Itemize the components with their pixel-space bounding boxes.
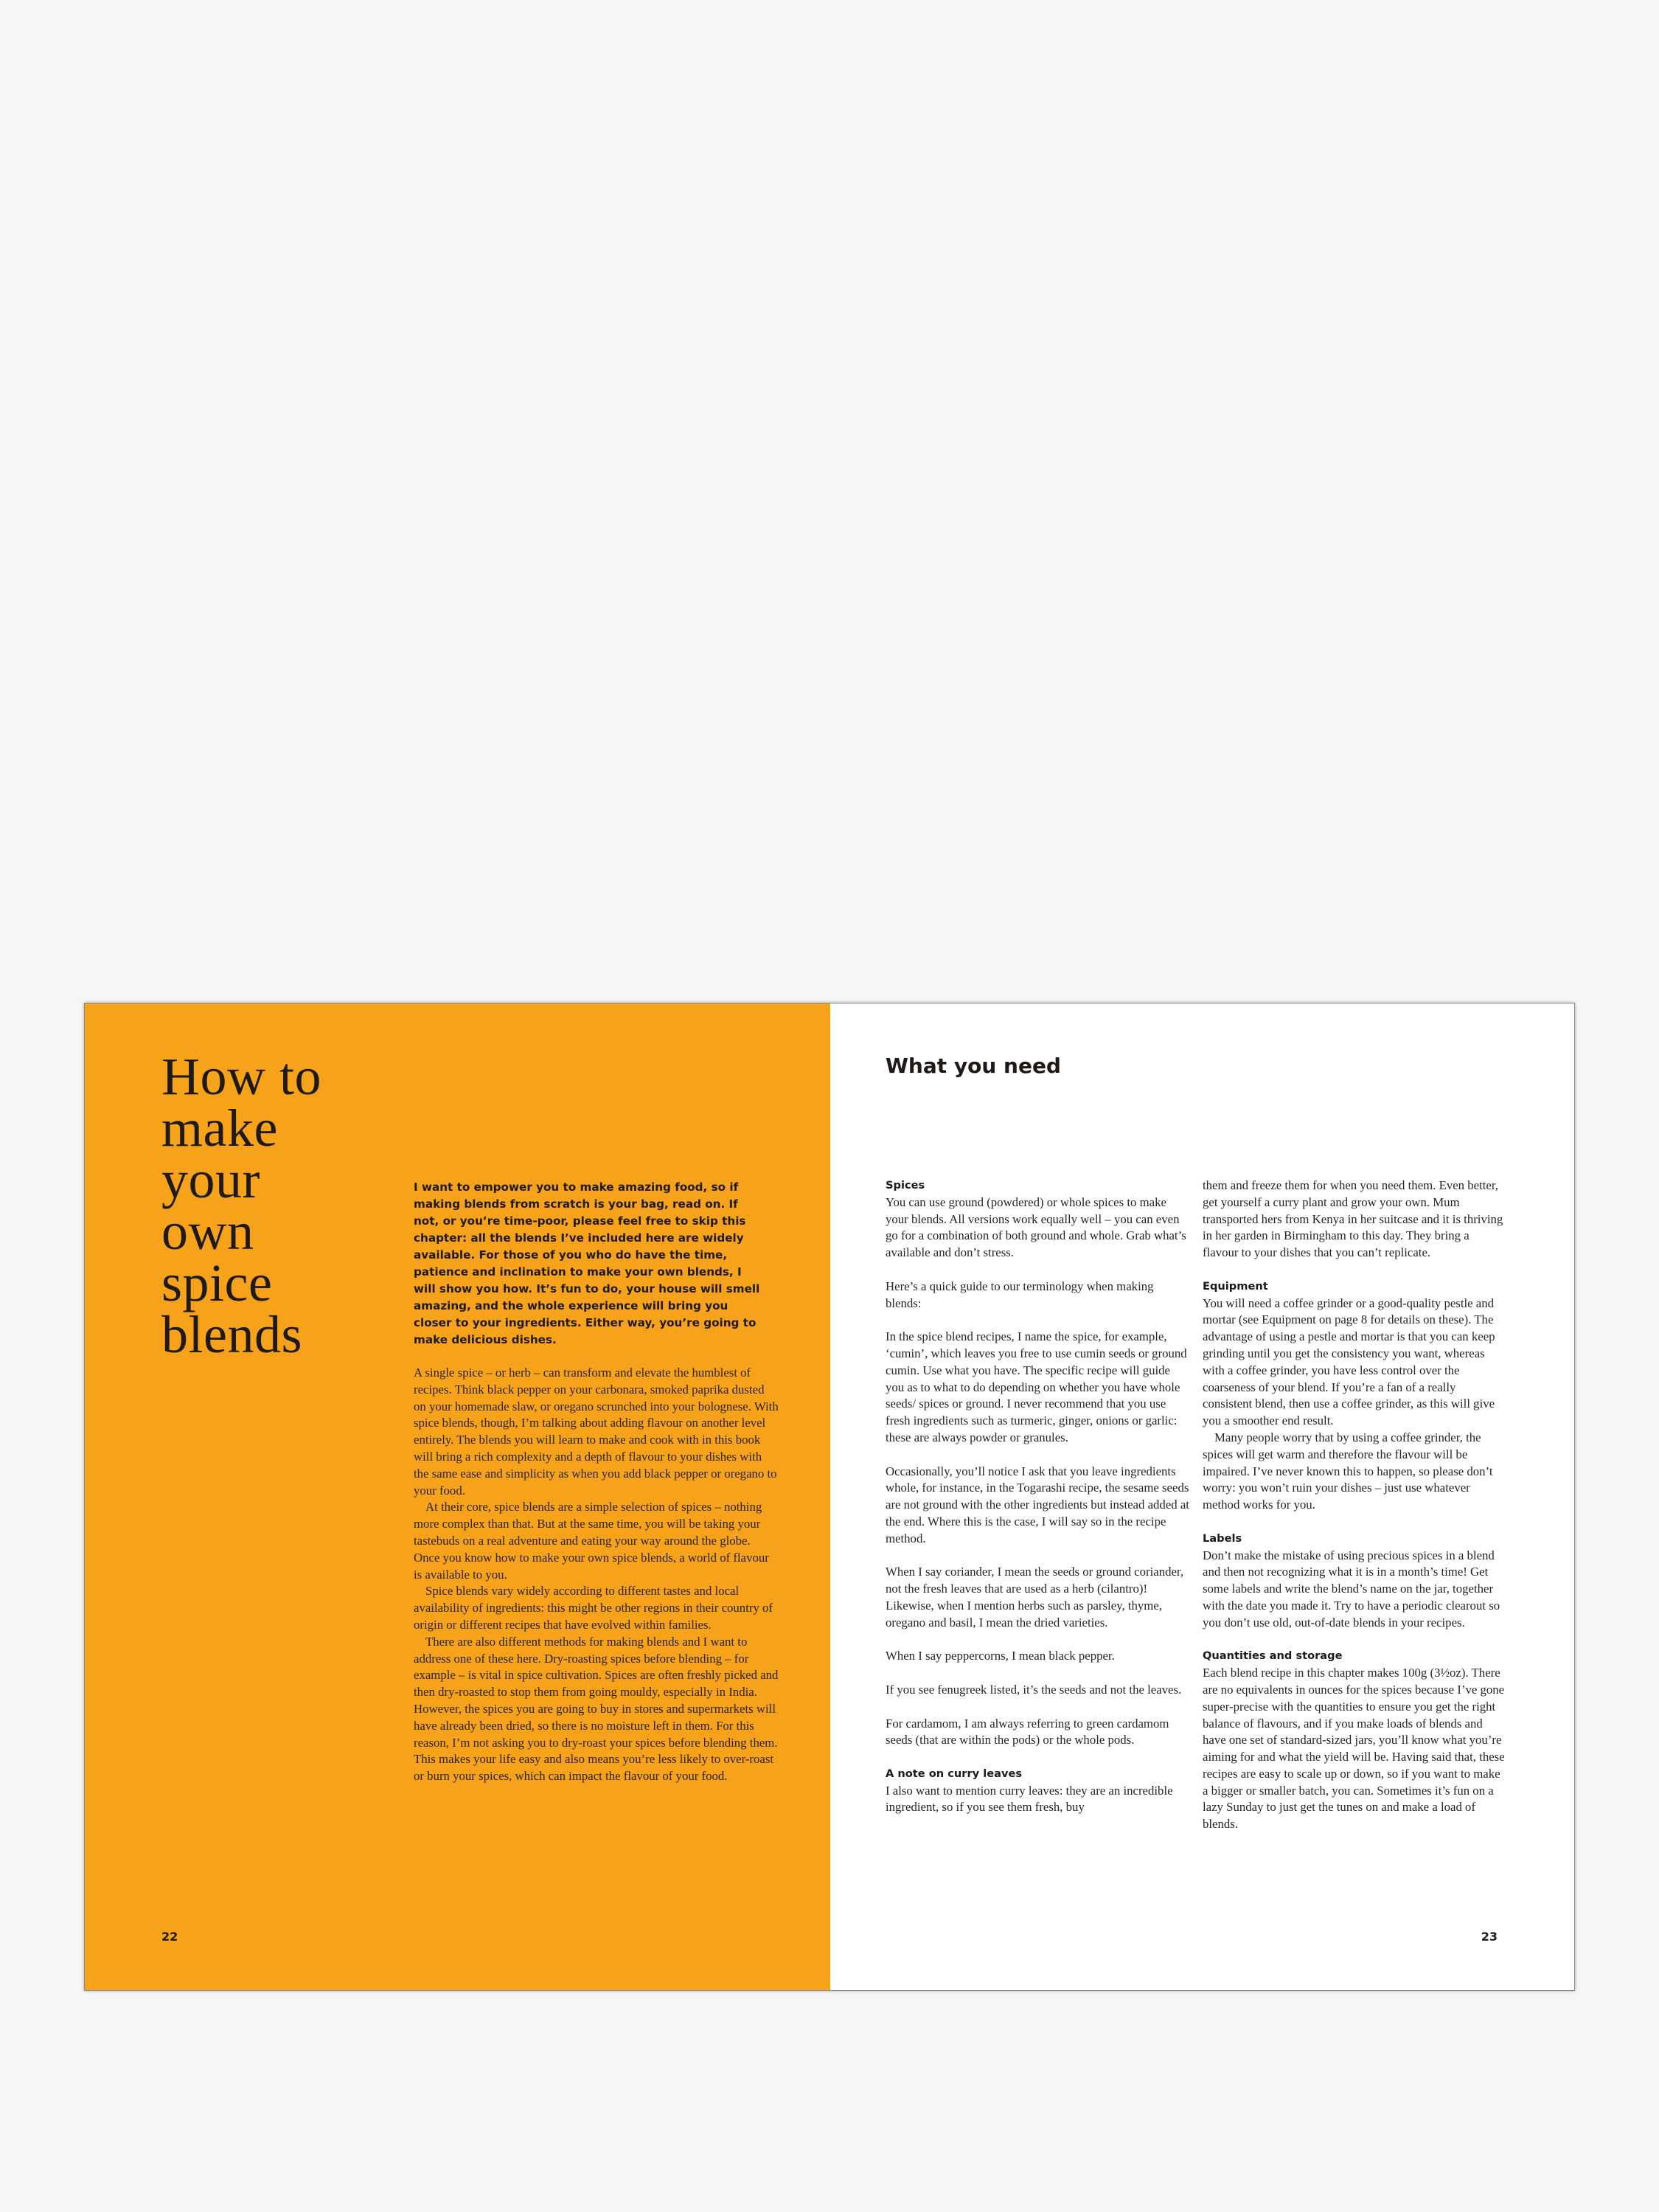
subheading-labels: Labels	[1203, 1531, 1242, 1545]
title-line: own	[161, 1202, 254, 1261]
labels-paragraph: Don’t make the mistake of using precious spices in a blend and then not recognizing what it is in a month’s time! Get some labels and write the blend’s name on the jar, together with the date you made it. Try to have a periodic clearout so you don’t use old, out-of-date blends in your recipes.	[1203, 1548, 1500, 1630]
subheading-curry-leaves: A note on curry leaves	[886, 1767, 1023, 1780]
spices-paragraph: For cardamom, I am always referring to green cardamom seeds (that are within the pods) or the whole pods.	[886, 1716, 1169, 1747]
body-paragraph: Spice blends vary widely according to different tastes and local availability of ingredients: this might be other regions in their country of origin or different recipes that have evolved within families.	[414, 1584, 773, 1632]
right-column-2	[1203, 1178, 1506, 1833]
spices-paragraph: In the spice blend recipes, I name the spice, for example, ‘cumin’, which leaves you free to use cumin seeds or ground cumin. Use what you have. The specific recipe will guide you as to what to do depending on whether you have whole seeds/ spices or ground. I never recommend that you use fresh ingredients such as turmeric, ginger, onions or garlic: these are always powder or granules.	[886, 1329, 1187, 1444]
spices-paragraph: You can use ground (powdered) or whole spices to make your blends. All versions work equally well – you can even go for a combination of both ground and whole. Grab what’s available and don’t stress.	[886, 1194, 1186, 1260]
subsection	[1203, 1279, 1506, 1430]
spices-paragraph: When I say coriander, I mean the seeds or ground coriander, not the fresh leaves that are used as a herb (cilantro)! Likewise, when I mention herbs such as parsley, thyme, oregano and basil, I mean the dried varieties.	[886, 1565, 1184, 1630]
subsection	[886, 1766, 1189, 1816]
spices-paragraph: Here’s a quick guide to our terminology when making blends:	[886, 1279, 1154, 1310]
section-title: What you need	[886, 1054, 1061, 1078]
left-body-text	[414, 1365, 779, 1785]
right-page	[830, 1004, 1574, 1990]
left-page	[85, 1004, 830, 1990]
page-number-left: 22	[161, 1930, 178, 1944]
chapter-title	[161, 1047, 383, 1364]
intro-paragraph: I want to empower you to make amazing food, so if making blends from scratch is your bag, read on. If not, or you’re time-poor, please feel free to skip this chapter: all the blends I’ve included here are widely available. For those of you who do have the time, patience and inclination to make your own blends, I will show you how. It’s fun to do, your house will smell amazing, and the whole experience will bring you closer to your ingredients. Either way, you’re going to make delicious dishes.	[414, 1180, 760, 1346]
body-paragraph: At their core, spice blends are a simple selection of spices – nothing more complex than that. But at the same time, you will be taking your tastebuds on a real adventure and eating your way around the globe. Once you know how to make your own spice blends, a world of flavour is available to you.	[414, 1500, 769, 1582]
title-line: blends	[161, 1305, 302, 1364]
curry-paragraph: I also want to mention curry leaves: they are an incredible ingredient, so if you see them fresh, buy	[886, 1783, 1173, 1815]
subsection	[886, 1178, 1189, 1262]
subsection	[1203, 1648, 1506, 1833]
title-line: make	[161, 1099, 278, 1158]
curry-paragraph-continued: them and freeze them for when you need them. Even better, get yourself a curry plant and grow your own. Mum transported hers from Kenya in her suitcase and it is thriving in her garden in Birmingham to this day. They bring a flavour to your dishes that you can’t replicate.	[1203, 1178, 1503, 1260]
subsection	[1203, 1531, 1506, 1632]
title-line: How to	[161, 1047, 321, 1106]
body-paragraph: There are also different methods for making blends and I want to address one of these here. Dry-roasting spices before blending – for example – is vital in spice cultivation. Spices are often freshly picked and then dry-roasted to stop them from going mouldy, especially in India. However, the spices you are going to buy in stores and supermarkets will have already been dried, so there is no moisture left in them. For this reason, I’m not asking you to dry-roast your spices before blending them. This makes your life easy and also means you’re less likely to over-roast or burn your spices, which can impact the flavour of your food.	[414, 1634, 779, 1784]
spices-paragraph: When I say peppercorns, I mean black pepper.	[886, 1649, 1115, 1663]
subheading-equipment: Equipment	[1203, 1279, 1268, 1293]
spices-paragraph: If you see fenugreek listed, it’s the seeds and not the leaves.	[886, 1682, 1182, 1697]
equipment-paragraph: You will need a coffee grinder or a good-quality pestle and mortar (see Equipment on page 8 for details on these). The advantage of using a pestle and mortar is that you can keep grinding until you get the consistency you want, whereas with a coffee grinder, you have less control over the coarseness of your blend. If you’re a fan of a really consistent blend, then use a coffee grinder, as this will give you a smoother end result.	[1203, 1295, 1495, 1428]
page-number-right: 23	[1481, 1930, 1498, 1944]
equipment-paragraph: Many people worry that by using a coffee grinder, the spices will get warm and therefore the flavour will be impaired. I’ve never known this to happen, so please don’t worry: you won’t ruin your dishes – just use whatever method works for you.	[1203, 1430, 1493, 1512]
title-line: your	[161, 1150, 260, 1209]
storage-paragraph: Each blend recipe in this chapter makes 100g (3½oz). There are no equivalents in ounces for the spices because I’ve gone super-precise with the quantities to ensure you get the right balance of flavours, and if you make loads of blends and have one set of standard-sized jars, you’ll know what you’re aiming for and what the yield will be. Having said that, these recipes are easy to scale up or down, so if you want to make a bigger or smaller batch, you can. Sometimes it’s fun on a lazy Sunday to just get the tunes on and make a load of blends.	[1203, 1666, 1505, 1832]
book-spread	[84, 1003, 1575, 1991]
subheading-quantities-storage: Quantities and storage	[1203, 1649, 1343, 1663]
spices-paragraph: Occasionally, you’ll notice I ask that you leave ingredients whole, for instance, in the Togarashi recipe, the sesame seeds are not ground with the other ingredients but instead added at the end. Where this is the case, I will say so in the recipe method.	[886, 1464, 1189, 1545]
right-column-1	[886, 1178, 1189, 1816]
body-paragraph: A single spice – or herb – can transform and elevate the humblest of recipes. Think black pepper on your carbonara, smoked paprika dusted on your homemade slaw, or oregano scrunched into your bolognese. With spice blends, though, I’m talking about adding flavour on another level entirely. The blends you will learn to make and cook with in this book will bring a rich complexity and a depth of flavour to your dishes with the same ease and simplicity as when you add black pepper or oregano to your food.	[414, 1366, 779, 1498]
subheading-spices: Spices	[886, 1179, 925, 1192]
title-line: spice	[161, 1253, 273, 1312]
